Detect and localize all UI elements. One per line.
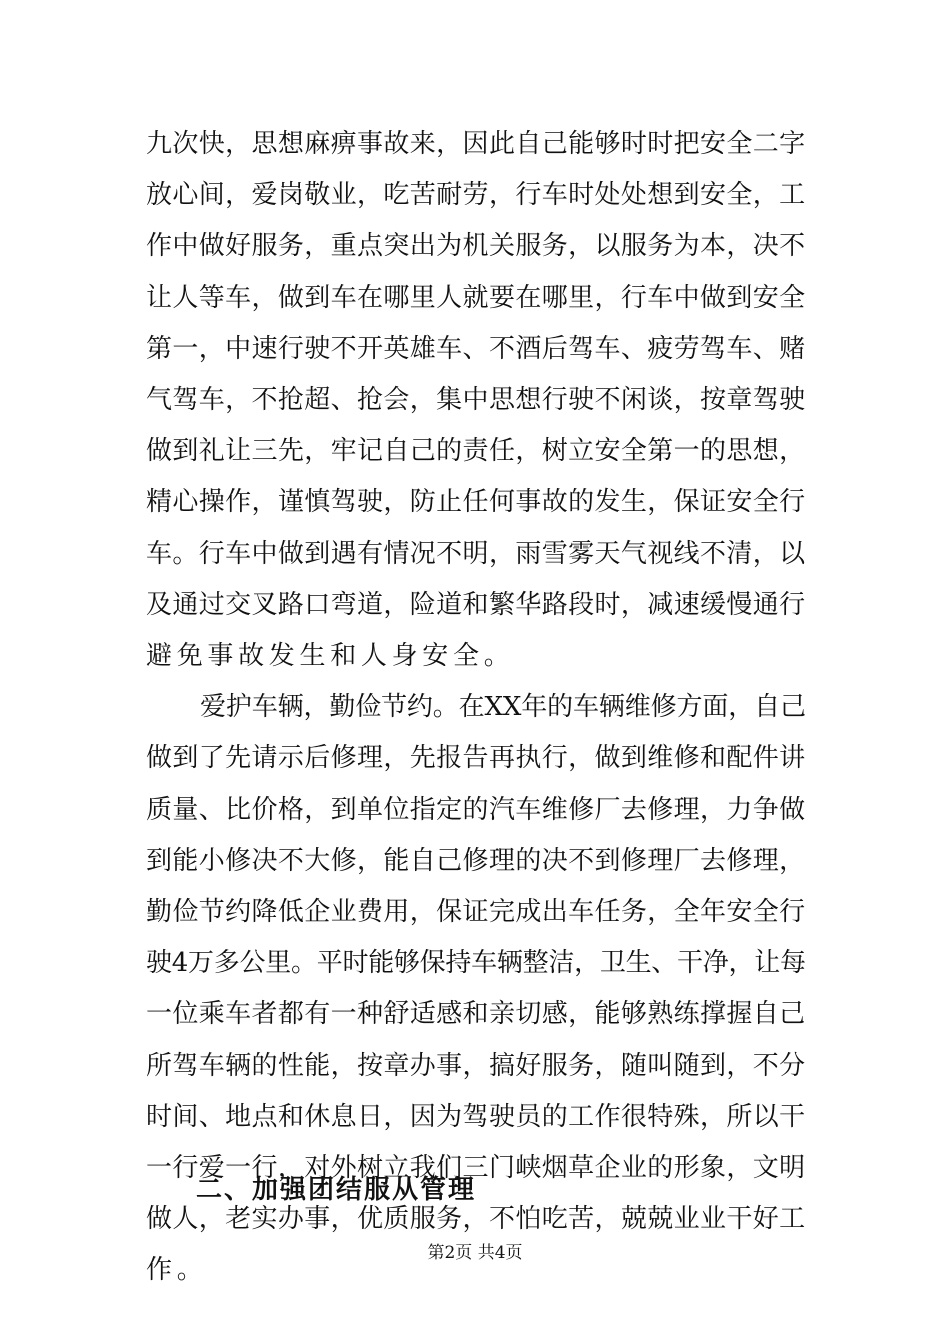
text-line: 所驾车辆的性能，按章办事，搞好服务，随叫随到，不分 xyxy=(146,1050,806,1081)
text-line: 一行爱一行，对外树立我们三门峡烟草企业的形象，文明 xyxy=(146,1153,806,1183)
text-line: 让人等车，做到车在哪里人就要在哪里，行车中做到安全 xyxy=(146,282,806,313)
text-line: 九次快，思想麻痹事故来，因此自己能够时时把安全二字 xyxy=(146,129,806,159)
text-line: 作。 xyxy=(146,1255,208,1286)
text-line: 驶4万多公里。平时能够保持车辆整洁，卫生、干净，让每 xyxy=(146,948,806,979)
text-line: 做到礼让三先，牢记自己的责任，树立安全第一的思想， xyxy=(146,436,806,467)
text-line: 到能小修决不大修，能自己修理的决不到修理厂去修理， xyxy=(146,845,806,876)
text-line: 做人，老实办事，优质服务，不怕吃苦，兢兢业业干好工 xyxy=(146,1204,806,1235)
section-heading: 二、加强团结服从管理 xyxy=(196,1175,477,1205)
text-line: 一位乘车者都有一种舒适感和亲切感，能够熟练撑握自己 xyxy=(146,999,806,1030)
text-line: 勤俭节约降低企业费用，保证完成出车任务，全年安全行 xyxy=(146,897,806,927)
text-line: 爱护车辆，勤俭节约。在XX年的车辆维修方面，自己 xyxy=(200,692,806,723)
text-line: 时间、地点和休息日，因为驾驶员的工作很特殊，所以干 xyxy=(146,1101,806,1132)
text-line: 车。行车中做到遇有情况不明，雨雪雾天气视线不清，以 xyxy=(146,538,806,569)
text-line: 精心操作，谨慎驾驶，防止任何事故的发生，保证安全行 xyxy=(146,487,806,518)
text-line: 质量、比价格，到单位指定的汽车维修厂去修理，力争做 xyxy=(146,794,806,825)
text-line: 第一，中速行驶不开英雄车、不酒后驾车、疲劳驾车、赌 xyxy=(146,333,806,364)
text-line: 作中做好服务，重点突出为机关服务，以服务为本，决不 xyxy=(146,231,806,262)
text-line: 避免事故发生和人身安全。 xyxy=(146,641,515,671)
page-footer: 第2页 共4页 xyxy=(427,1243,523,1263)
text-line: 做到了先请示后修理，先报告再执行，做到维修和配件讲 xyxy=(146,743,806,774)
text-line: 及通过交叉路口弯道，险道和繁华路段时，减速缓慢通行 xyxy=(146,589,806,620)
text-line: 放心间，爱岗敬业，吃苦耐劳，行车时处处想到安全，工 xyxy=(146,180,806,211)
text-line: 气驾车，不抢超、抢会，集中思想行驶不闲谈，按章驾驶 xyxy=(146,385,806,415)
